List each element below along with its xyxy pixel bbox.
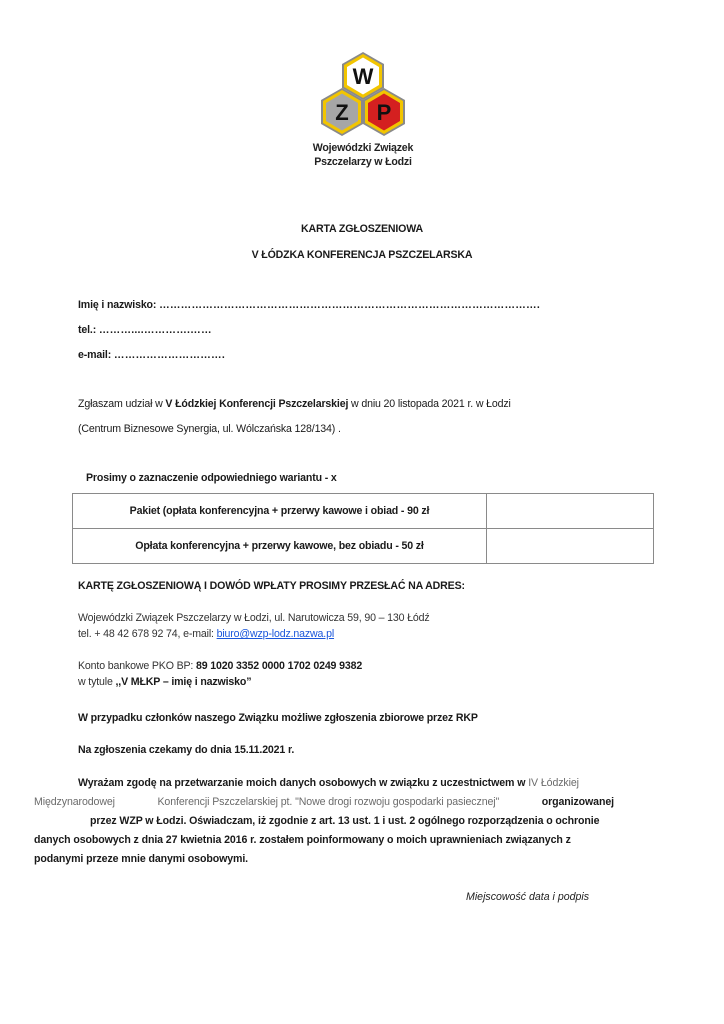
variant-option-basic: Opłata konferencyjna + przerwy kawowe, bez obiadu - 50 zł bbox=[73, 529, 487, 564]
logo-caption-line2: Pszczelarzy w Łodzi bbox=[314, 156, 412, 168]
declaration-event: V Łódzkiej Konferencji Pszczelarskiej bbox=[165, 398, 349, 410]
phone-field[interactable] bbox=[78, 324, 212, 336]
variants-table bbox=[72, 493, 654, 564]
variant-mark-package-cell[interactable] bbox=[487, 494, 654, 529]
transfer-title-line bbox=[78, 676, 251, 688]
form-title: KARTA ZGŁOSZENIOWA bbox=[300, 223, 424, 235]
address-line: Wojewódzki Związek Pszczelarzy w Łodzi, ul. Narutowicza 59, 90 – 130 Łódź bbox=[78, 612, 430, 624]
bank-label: Konto bankowe PKO BP: bbox=[78, 660, 197, 672]
variant-instruction: Prosimy o zaznaczenie odpowiedniego wariantu - x bbox=[86, 472, 337, 484]
logo-letter-p: P bbox=[376, 100, 392, 125]
variant-mark-basic-cell[interactable] bbox=[487, 529, 654, 564]
name-label: Imię i nazwisko: bbox=[78, 299, 157, 311]
consent-line-4: danych osobowych z dnia 27 kwietnia 2016 r. zostałem poinformowany o moich uprawnieniach związanych z bbox=[34, 834, 571, 846]
group-registration-note: W przypadku członków naszego Związku możliwe zgłoszenia zbiorowe przez RKP bbox=[78, 712, 478, 724]
variant-row bbox=[73, 529, 654, 564]
consent-l2-gray-b: Konferencji Pszczelarskiej pt. "Nowe drogi rozwoju gospodarki pasiecznej" bbox=[157, 796, 500, 808]
conference-title: V ŁÓDZKA KONFERENCJA PSZCZELARSKA bbox=[251, 249, 473, 261]
logo-letter-z: Z bbox=[335, 100, 349, 125]
bank-account-number: 89 1020 3352 0000 1702 0249 9382 bbox=[196, 660, 363, 672]
declaration-suffix: w dniu 20 listopada 2021 r. w Łodzi bbox=[348, 398, 511, 410]
variant-option-package: Pakiet (opłata konferencyjna + przerwy kawowe i obiad - 90 zł bbox=[73, 494, 487, 529]
email-field[interactable] bbox=[78, 349, 225, 361]
email-link[interactable]: biuro@wzp-lodz.nazwa.pl bbox=[216, 628, 335, 640]
deadline-note: Na zgłoszenia czekamy do dnia 15.11.2021 r. bbox=[78, 744, 295, 756]
logo-caption bbox=[300, 141, 426, 169]
consent-line-5: podanymi przeze mnie danymi osobowymi. bbox=[34, 853, 249, 865]
signature-label: Miejscowość data i podpis bbox=[466, 891, 590, 903]
data-consent-paragraph bbox=[34, 774, 654, 869]
transfer-title-value: ,,V MŁKP – imię i nazwisko” bbox=[115, 676, 252, 688]
consent-l1-text bbox=[78, 777, 525, 789]
logo-caption-line1: Wojewódzki Związek bbox=[312, 142, 414, 154]
phone-text: tel. + 48 42 678 92 74, e-mail: bbox=[78, 628, 217, 640]
phone-label: tel.: bbox=[78, 324, 97, 336]
contact-line bbox=[78, 628, 334, 640]
bank-account-line bbox=[78, 660, 362, 672]
venue-text: (Centrum Biznesowe Synergia, ul. Wólczańska 128/134) . bbox=[78, 423, 341, 435]
consent-line-2 bbox=[34, 793, 654, 812]
logo-letter-w: W bbox=[352, 64, 374, 89]
declaration-prefix: Zgłaszam udział w bbox=[78, 398, 166, 410]
participation-declaration bbox=[78, 398, 511, 410]
wzp-logo bbox=[313, 50, 413, 142]
consent-line-3: przez WZP w Łodzi. Oświadczam, iż zgodnie z art. 13 ust. 1 i ust. 2 ogólnego rozporządzenia o ochronie bbox=[90, 815, 600, 827]
name-field[interactable] bbox=[78, 299, 540, 311]
consent-line-1 bbox=[78, 774, 654, 793]
variant-row bbox=[73, 494, 654, 529]
consent-l2-gray-a: Międzynarodowej bbox=[34, 796, 115, 808]
name-input-dots[interactable]: ……………………………………………………………………………………………. bbox=[159, 299, 540, 311]
consent-l1-bold: Wyrażam zgodę na przetwarzanie moich danych osobowych w związku z uczestnictwem w bbox=[78, 777, 526, 789]
email-input-dots[interactable]: …………………………. bbox=[113, 349, 225, 361]
email-label: e-mail: bbox=[78, 349, 112, 361]
address-heading: KARTĘ ZGŁOSZENIOWĄ I DOWÓD WPŁATY PROSIMY PRZESŁAĆ NA ADRES: bbox=[78, 580, 465, 592]
transfer-title-label: w tytule bbox=[78, 676, 116, 688]
consent-l2-bold: organizowanej bbox=[541, 796, 614, 808]
phone-input-dots[interactable]: ………....………….…… bbox=[98, 324, 212, 336]
consent-l1-gray: IV Łódzkiej bbox=[528, 777, 579, 789]
